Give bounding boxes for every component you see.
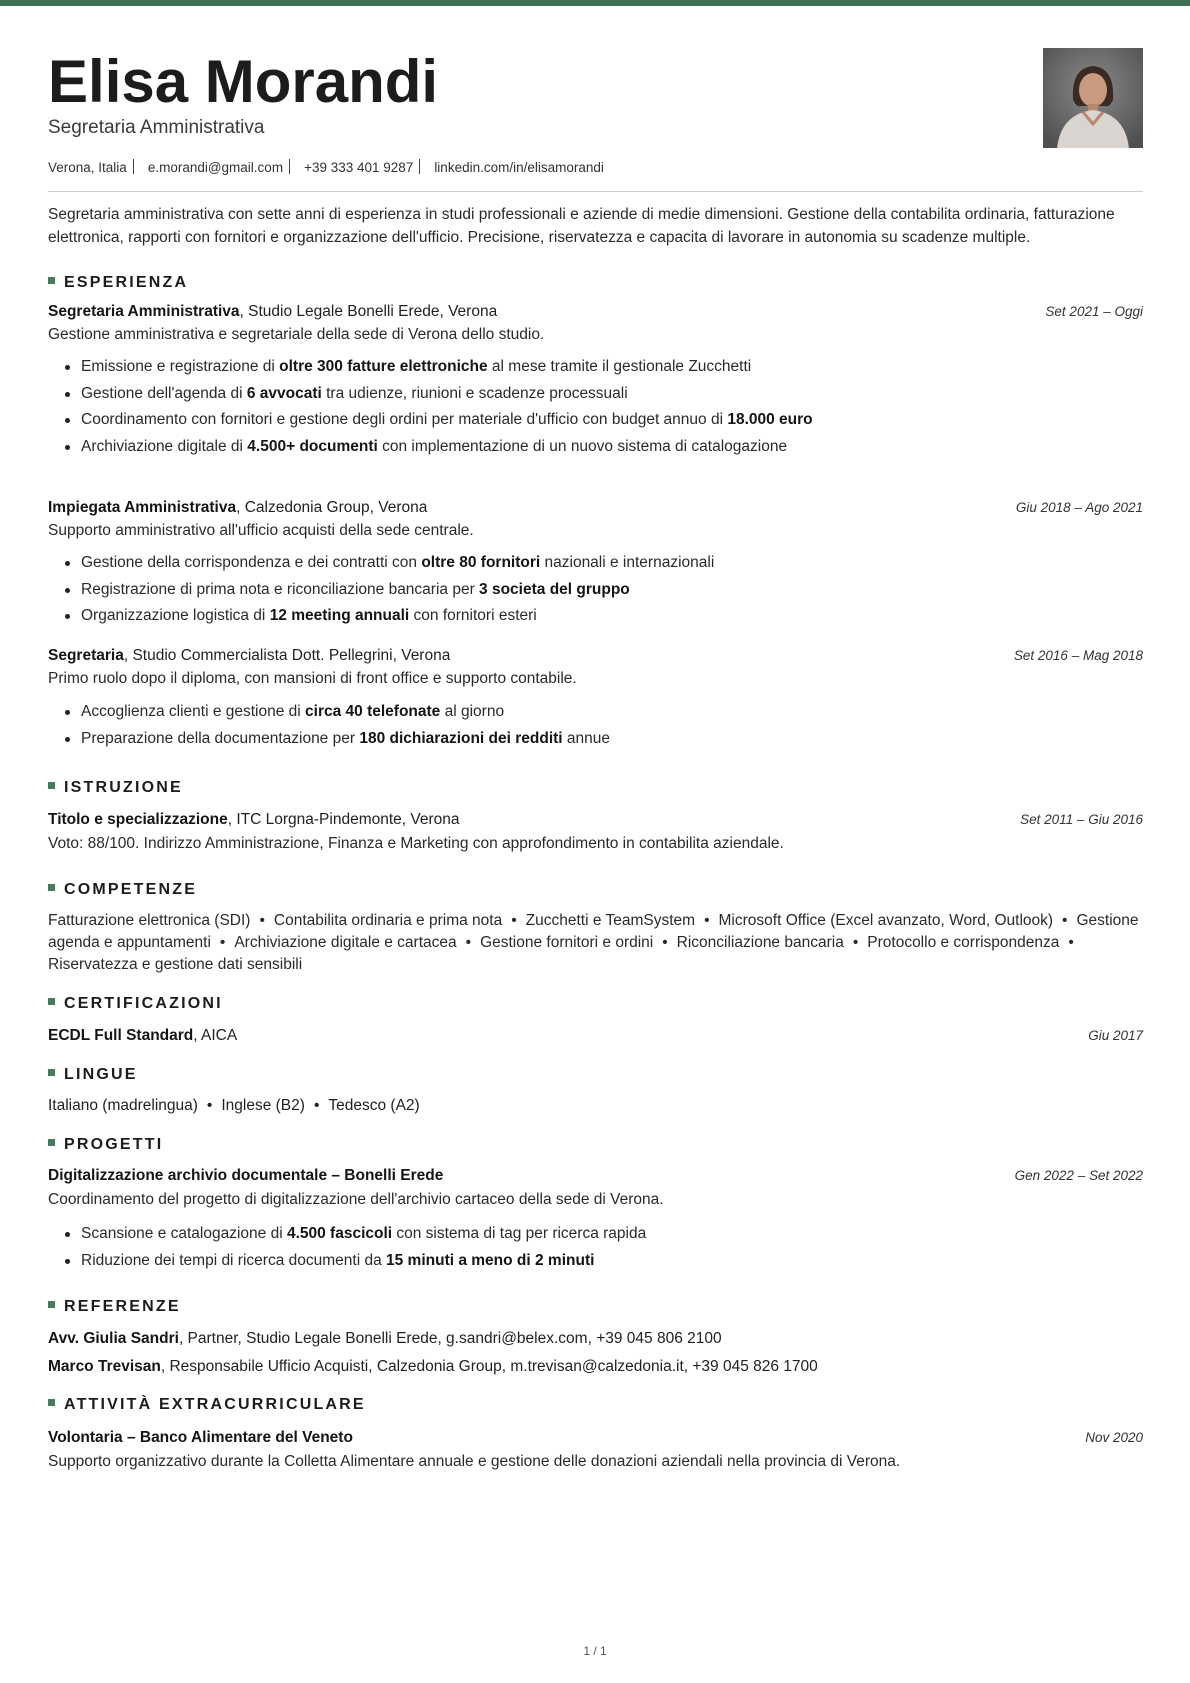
- job-2-org: , Calzedonia Group, Verona: [236, 499, 428, 516]
- project-date: Gen 2022 – Set 2022: [1014, 1168, 1143, 1183]
- job-3-header: [48, 645, 1143, 667]
- language-item: Inglese (B2): [221, 1097, 305, 1114]
- page-number: 1 / 1: [583, 1644, 607, 1658]
- contact-phone[interactable]: +39 333 401 9287: [304, 160, 414, 175]
- job-1-bullets: [48, 356, 1143, 462]
- list-item: Registrazione di prima nota e riconciliazione bancaria per 3 societa del gruppo: [48, 579, 1143, 606]
- languages-list: Italiano (madrelingua) • Inglese (B2) • Tedesco (A2): [48, 1097, 420, 1114]
- job-3-title: Segretaria: [48, 647, 124, 664]
- reference-details: , Responsabile Ufficio Acquisti, Calzedonia Group, m.trevisan@calzedonia.it, +39 045 826 1700: [160, 1358, 818, 1375]
- contact-linkedin[interactable]: linkedin.com/in/elisamorandi: [434, 160, 604, 175]
- section-marker: [48, 277, 55, 284]
- job-3-description: Primo ruolo dopo il diploma, con mansioni di front office e supporto contabile.: [48, 670, 577, 687]
- section-heading-projects: PROGETTI: [48, 1136, 163, 1154]
- reference-name: Avv. Giulia Sandri: [48, 1330, 179, 1347]
- education-title: Titolo e specializzazione: [48, 811, 228, 828]
- language-item: Tedesco (A2): [328, 1097, 420, 1114]
- reference-details: , Partner, Studio Legale Bonelli Erede, g.sandri@belex.com, +39 045 806 2100: [178, 1330, 722, 1347]
- project-title: Digitalizzazione archivio documentale – Bonelli Erede: [48, 1167, 444, 1184]
- list-item: Archiviazione digitale di 4.500+ documenti con implementazione di un nuovo sistema di catalogazione: [48, 436, 1143, 463]
- job-2-description: Supporto amministrativo all'ufficio acquisti della sede centrale.: [48, 522, 474, 539]
- certification-row: [48, 1025, 1143, 1047]
- certification-date: Giu 2017: [1088, 1028, 1143, 1043]
- section-heading-extracurricular: ATTIVITÀ EXTRACURRICULARE: [48, 1396, 366, 1414]
- extracurricular-date: Nov 2020: [1085, 1430, 1143, 1445]
- section-heading-education: ISTRUZIONE: [48, 779, 183, 797]
- skill-item: Riservatezza e gestione dati sensibili: [48, 956, 303, 973]
- education-date: Set 2011 – Giu 2016: [1020, 812, 1143, 827]
- education-header: [48, 809, 1143, 831]
- candidate-name: Elisa Morandi: [48, 48, 439, 115]
- skill-item: Gestione fornitori e ordini: [480, 934, 654, 951]
- list-item: Scansione e catalogazione di 4.500 fascicoli con sistema di tag per ricerca rapida: [48, 1223, 1143, 1250]
- contact-email[interactable]: e.morandi@gmail.com: [147, 160, 284, 175]
- contact-separator: [419, 159, 420, 174]
- section-marker: [48, 998, 55, 1005]
- section-marker: [48, 884, 55, 891]
- extracurricular-description: Supporto organizzativo durante la Colletta Alimentare annuale e gestione delle donazioni aziendali nella provincia di Verona.: [48, 1453, 901, 1470]
- certification-title: ECDL Full Standard: [48, 1027, 194, 1044]
- job-3-org: , Studio Commercialista Dott. Pellegrini, Verona: [123, 647, 451, 664]
- language-item: Italiano (madrelingua): [48, 1097, 198, 1114]
- education-org: , ITC Lorgna-Pindemonte, Verona: [227, 811, 460, 828]
- list-item: Riduzione dei tempi di ricerca documenti da 15 minuti a meno di 2 minuti: [48, 1250, 1143, 1277]
- section-heading-certifications: CERTIFICAZIONI: [48, 995, 223, 1013]
- skill-item: Riconciliazione bancaria: [676, 934, 844, 951]
- skill-item: Zucchetti e TeamSystem: [525, 912, 696, 929]
- job-1-date: Set 2021 – Oggi: [1045, 304, 1143, 319]
- job-2-bullets: [48, 552, 1143, 632]
- skill-item: Archiviazione digitale e cartacea: [234, 934, 457, 951]
- skill-item: Gestione agenda e appuntamenti: [48, 912, 1139, 951]
- contact-separator: [133, 159, 134, 174]
- job-1-org: , Studio Legale Bonelli Erede, Verona: [239, 303, 498, 320]
- project-bullets: [48, 1223, 1143, 1276]
- reference-name: Marco Trevisan: [48, 1358, 161, 1375]
- section-marker: [48, 1301, 55, 1308]
- section-marker: [48, 1399, 55, 1406]
- section-marker: [48, 1069, 55, 1076]
- section-heading-skills: COMPETENZE: [48, 881, 197, 899]
- list-item: Coordinamento con fornitori e gestione degli ordini per materiale d'ufficio con budget annuo di 18.000 euro: [48, 409, 1143, 436]
- project-description: Coordinamento del progetto di digitalizzazione dell'archivio cartaceo della sede di Verona.: [48, 1191, 664, 1208]
- header-divider: [48, 191, 1143, 192]
- list-item: Gestione dell'agenda di 6 avvocati tra udienze, riunioni e scadenze processuali: [48, 383, 1143, 410]
- skill-item: Fatturazione elettronica (SDI): [48, 912, 251, 929]
- candidate-role: Segretaria Amministrativa: [48, 117, 265, 138]
- contact-separator: [289, 159, 290, 174]
- job-2-title: Impiegata Amministrativa: [48, 499, 237, 516]
- contact-location: Verona, Italia: [48, 160, 127, 175]
- section-marker: [48, 1139, 55, 1146]
- list-item: Gestione della corrispondenza e dei contratti con oltre 80 fornitori nazionali e internazionali: [48, 552, 1143, 579]
- job-1-title: Segretaria Amministrativa: [48, 303, 240, 320]
- section-marker: [48, 782, 55, 789]
- list-item: Accoglienza clienti e gestione di circa 40 telefonate al giorno: [48, 701, 1143, 728]
- education-description: Voto: 88/100. Indirizzo Amministrazione, Finanza e Marketing con approfondimento in contabilita aziendale.: [48, 835, 784, 852]
- job-1-description: Gestione amministrativa e segretariale della sede di Verona dello studio.: [48, 326, 545, 343]
- skill-item: Protocollo e corrispondenza: [867, 934, 1060, 951]
- certification-org: , AICA: [193, 1027, 238, 1044]
- list-item: Organizzazione logistica di 12 meeting annuali con fornitori esteri: [48, 605, 1143, 632]
- project-header: [48, 1165, 1143, 1187]
- job-3-date: Set 2016 – Mag 2018: [1013, 648, 1143, 663]
- list-item: Preparazione della documentazione per 180 dichiarazioni dei redditi annue: [48, 728, 1143, 755]
- profile-photo: [1043, 48, 1143, 148]
- list-item: Emissione e registrazione di oltre 300 fatture elettroniche al mese tramite il gestionale Zucchetti: [48, 356, 1143, 383]
- reference-row: [48, 1328, 1143, 1350]
- job-2-date: Giu 2018 – Ago 2021: [1015, 500, 1143, 515]
- skill-item: Contabilita ordinaria e prima nota: [273, 912, 503, 929]
- extracurricular-header: [48, 1427, 1143, 1449]
- section-heading-references: REFERENZE: [48, 1298, 181, 1316]
- extracurricular-title: Volontaria – Banco Alimentare del Veneto: [48, 1429, 353, 1446]
- job-1-header: [48, 301, 1143, 323]
- top-accent-bar: [0, 0, 1190, 6]
- contact-line: [48, 159, 604, 175]
- section-heading-languages: LINGUE: [48, 1066, 138, 1084]
- reference-row: [48, 1356, 1143, 1378]
- section-heading-experience: ESPERIENZA: [48, 274, 188, 292]
- profile-summary: Segretaria amministrativa con sette anni di esperienza in studi professionali e aziende di medie dimensioni. Gestione della contabilita ordinaria, fatturazione elettronica, rapporti con fornitori e organizzazione dell'ufficio. Precisione, riservatezza e capacita di lavorare in autonomia su scadenze multiple.: [48, 206, 1115, 246]
- skill-item: Microsoft Office (Excel avanzato, Word, Outlook): [718, 912, 1054, 929]
- skills-list: Fatturazione elettronica (SDI) • Contabilita ordinaria e prima nota • Zucchetti e TeamSystem • Microsoft Office (Excel avanzato, Word, Outlook) • Gestione agenda e appuntamenti • Archiviazione digitale e cartacea • Gestione fornitori e ordini • Riconciliazione bancaria • Protocollo e corrispondenza •Riservatezza e gestione dati sensibili: [48, 912, 1139, 973]
- job-3-bullets: [48, 701, 1143, 754]
- job-2-header: [48, 497, 1143, 519]
